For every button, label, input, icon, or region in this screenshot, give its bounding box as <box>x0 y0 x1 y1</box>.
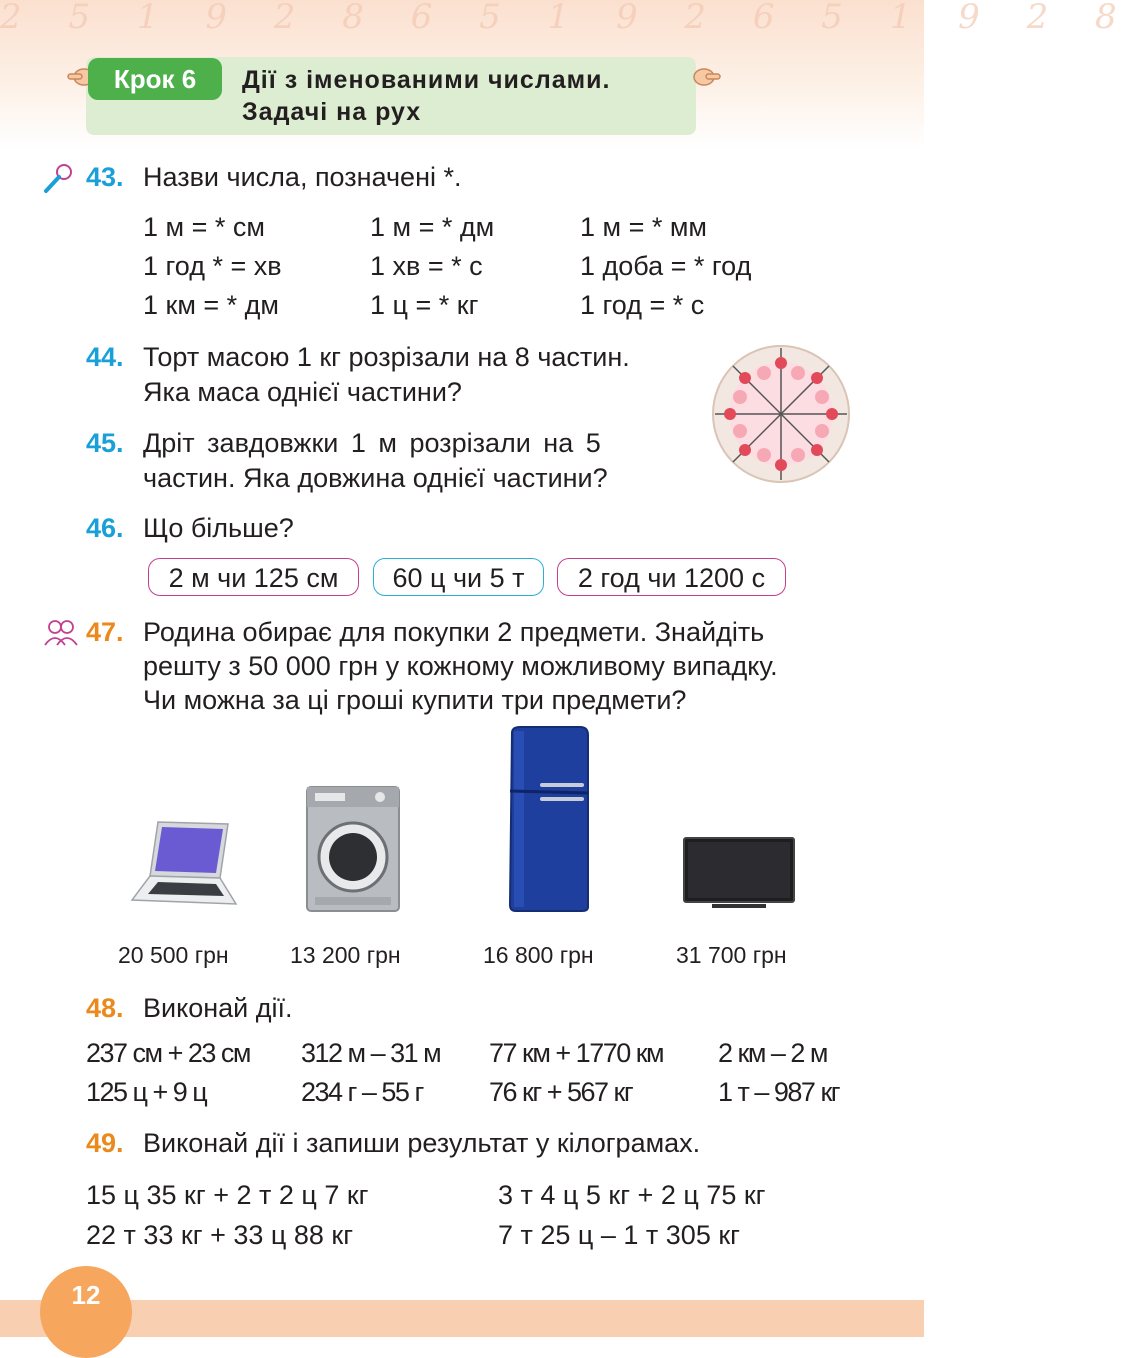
page-title <box>242 64 682 128</box>
title-line: Дії з іменованими числами. <box>242 66 611 94</box>
expression: 1 год = * с <box>580 290 705 320</box>
task-text: частин. Яка довжина однієї частини? <box>143 463 608 493</box>
expression: 234 г – 55 г <box>301 1077 423 1107</box>
expression: 76 кг + 567 кг <box>489 1077 633 1107</box>
task-text: решту з 50 000 грн у кожному можливому випадку. <box>143 651 778 681</box>
task-number: 45. <box>86 428 124 458</box>
expression: 1 ц = * кг <box>370 290 479 320</box>
expression: 237 см + 23 см <box>86 1038 250 1068</box>
task-number: 48. <box>86 993 124 1023</box>
task-text: Яка маса однієї частини? <box>143 377 462 407</box>
cake-icon <box>710 343 852 485</box>
expression: 7 т 25 ц – 1 т 305 кг <box>498 1220 740 1250</box>
price-label: 20 500 грн <box>118 942 229 968</box>
task-text: Чи можна за ці гроші купити три предмети? <box>143 685 687 715</box>
task-text: Виконай дії. <box>143 993 293 1023</box>
step-badge: Крок 6 <box>88 58 222 100</box>
laptop-icon <box>128 818 238 910</box>
task-number: 46. <box>86 513 124 543</box>
expression: 22 т 33 кг + 33 ц 88 кг <box>86 1220 354 1250</box>
expression: 1 м = * мм <box>580 212 707 242</box>
task-number: 43. <box>86 162 124 192</box>
pair-work-icon <box>42 617 80 647</box>
task-number: 44. <box>86 342 124 372</box>
task-number: 47. <box>86 617 124 647</box>
expression: 77 км + 1770 км <box>489 1038 664 1068</box>
compare-option: 60 ц чи 5 т <box>373 558 544 596</box>
washing-machine-icon <box>305 785 401 913</box>
price-label: 31 700 грн <box>676 942 787 968</box>
price-label: 13 200 грн <box>290 942 401 968</box>
price-label: 16 800 грн <box>483 942 594 968</box>
compare-option: 2 м чи 125 см <box>148 558 359 596</box>
task-text: Торт масою 1 кг розрізали на 8 частин. <box>143 342 630 372</box>
expression: 1 км = * дм <box>143 290 279 320</box>
expression: 125 ц + 9 ц <box>86 1077 207 1107</box>
decorative-digits: 2 5 1 9 2 8 6 5 1 9 2 6 5 1 9 2 8 <box>0 0 1135 37</box>
expression: 1 м = * дм <box>370 212 495 242</box>
task-text: Що більше? <box>143 513 294 543</box>
task-text: Назви числа, позначені *. <box>143 162 462 192</box>
refrigerator-icon <box>502 725 592 913</box>
tv-icon <box>682 836 796 912</box>
title-line: Задачі на рух <box>242 98 422 126</box>
task-text: Родина обирає для покупки 2 предмети. Знайдіть <box>143 617 765 647</box>
expression: 312 м – 31 м <box>301 1038 441 1068</box>
task-number: 49. <box>86 1128 124 1158</box>
microphone-icon <box>40 161 76 197</box>
pointing-hand-icon <box>692 62 722 92</box>
expression: 1 год * = хв <box>143 251 282 281</box>
expression: 2 км – 2 м <box>718 1038 827 1068</box>
expression: 1 хв = * с <box>370 251 483 281</box>
expression: 3 т 4 ц 5 кг + 2 ц 75 кг <box>498 1180 766 1210</box>
expression: 1 м = * см <box>143 212 265 242</box>
expression: 15 ц 35 кг + 2 т 2 ц 7 кг <box>86 1180 369 1210</box>
task-text: Виконай дії і запиши результат у кілограмах. <box>143 1128 701 1158</box>
task-text: Дріт завдовжки 1 м розрізали на 5 <box>143 428 601 458</box>
compare-option: 2 год чи 1200 с <box>557 558 786 596</box>
footer-band <box>0 1300 924 1337</box>
page-number: 12 <box>71 1280 101 1310</box>
expression: 1 т – 987 кг <box>718 1077 840 1107</box>
expression: 1 доба = * год <box>580 251 752 281</box>
